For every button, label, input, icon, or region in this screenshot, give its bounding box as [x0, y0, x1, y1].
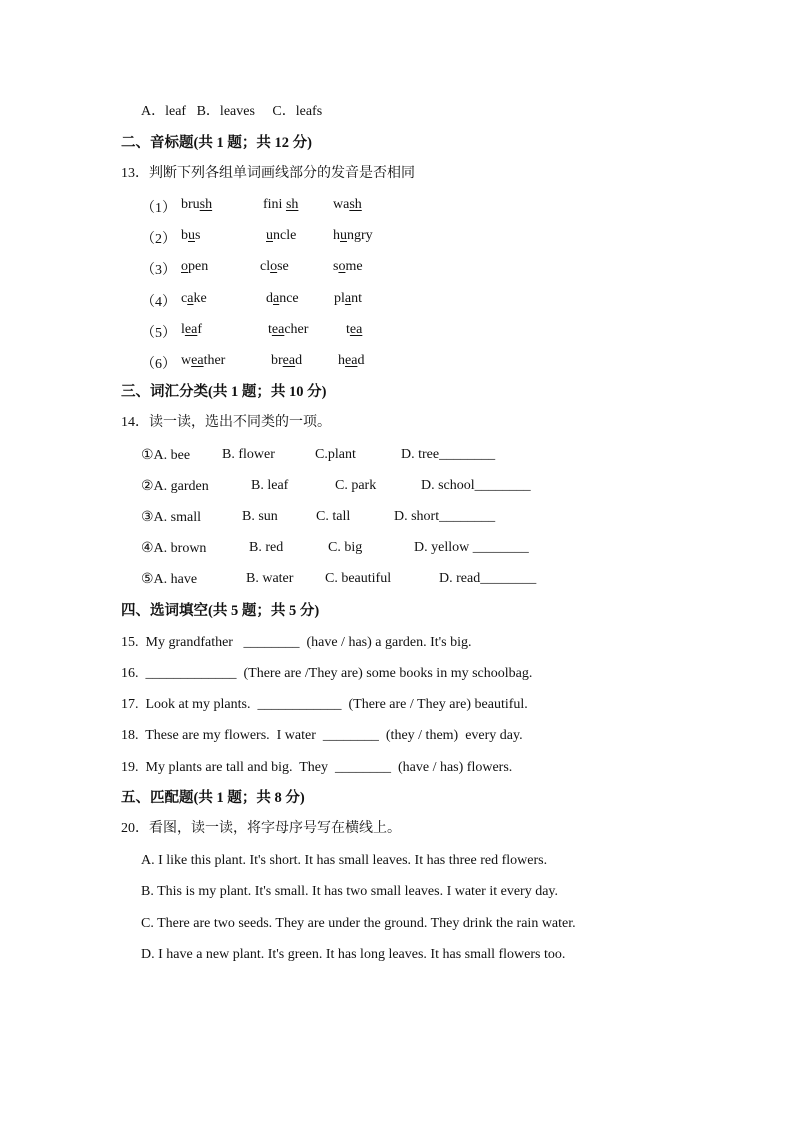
- underlined-letters: u: [188, 228, 195, 243]
- q13-word: close: [260, 259, 289, 274]
- q13-word: bread: [271, 353, 303, 368]
- q20-item-a: A. I like this plant. It's short. It has small leaves. It has three red flowers.: [141, 853, 548, 868]
- underlined-letters: ea: [282, 353, 296, 368]
- q13-word: cake: [181, 291, 207, 306]
- underlined-letters: ea: [349, 322, 363, 337]
- q14-option-d: D. tree________: [401, 447, 496, 462]
- q14-option-b: B. leaf: [251, 478, 289, 493]
- q14-option-c: C. tall: [316, 509, 351, 524]
- q13-word: plant: [334, 291, 362, 306]
- q14-option-a: ③A. small: [141, 510, 201, 525]
- underlined-letters: ea: [191, 353, 204, 368]
- q14-prompt: 14．读一读，选出不同类的一项。: [121, 415, 331, 430]
- q20-item-d: D. I have a new plant. It's green. It has long leaves. It has small flowers too.: [141, 947, 566, 962]
- underlined-letters: ea: [271, 322, 285, 337]
- q13-row-number: （4）: [141, 295, 176, 310]
- q14-option-d: D. yellow ________: [414, 540, 529, 555]
- underlined-letters: o: [181, 259, 188, 274]
- underlined-letters: ea: [184, 322, 198, 337]
- q13-row-number: （3）: [141, 263, 176, 278]
- q13-word: open: [181, 259, 209, 274]
- underlined-letters: o: [338, 259, 346, 274]
- underlined-letters: a: [273, 291, 280, 306]
- q13-word: leaf: [181, 322, 202, 337]
- underlined-letters: u: [266, 228, 273, 243]
- q13-prompt: 13．判断下列各组单词画线部分的发音是否相同: [121, 166, 415, 181]
- underlined-letters: sh: [349, 197, 362, 212]
- section-3-heading: 三、词汇分类(共 1 题；共 10 分): [121, 384, 327, 400]
- q14-option-b: B. water: [246, 571, 294, 586]
- q14-option-b: B. sun: [242, 509, 278, 524]
- underlined-letters: o: [270, 259, 278, 274]
- q14-option-c: C.plant: [315, 447, 356, 462]
- section-4-heading: 四、选词填空(共 5 题；共 5 分): [121, 603, 320, 619]
- q14-option-c: C. park: [335, 478, 377, 493]
- underlined-letters: a: [187, 291, 194, 306]
- q14-option-c: C. big: [328, 540, 363, 555]
- q14-option-d: D. school________: [421, 478, 531, 493]
- q13-word: some: [333, 259, 363, 274]
- q13-row-number: （2）: [141, 232, 176, 247]
- q13-word: uncle: [266, 228, 297, 243]
- underlined-letters: sh: [199, 197, 213, 212]
- q13-word: weather: [181, 353, 226, 368]
- section-5-heading: 五、匹配题(共 1 题；共 8 分): [121, 790, 305, 806]
- q13-word: dance: [266, 291, 299, 306]
- q13-word: bus: [181, 228, 201, 243]
- underlined-letters: sh: [285, 197, 299, 212]
- section-2-heading: 二、音标题(共 1 题；共 12 分): [121, 135, 312, 151]
- q14-option-c: C. beautiful: [325, 571, 392, 586]
- q13-word: tea: [346, 322, 363, 337]
- q14-option-a: ②A. garden: [141, 479, 209, 494]
- q14-option-d: D. short________: [394, 509, 496, 524]
- q20-item-c: C. There are two seeds. They are under the ground. They drink the rain water.: [141, 916, 576, 931]
- q19-line: 19. My plants are tall and big. They ________ (have / has) flowers.: [121, 760, 513, 775]
- q14-option-d: D. read________: [439, 571, 537, 586]
- q20-item-b: B. This is my plant. It's small. It has two small leaves. I water it every day.: [141, 884, 558, 899]
- underlined-letters: a: [344, 291, 352, 306]
- q14-option-b: B. flower: [222, 447, 275, 462]
- q16-line: 16. _____________ (There are /They are) some books in my schoolbag.: [121, 666, 533, 681]
- q13-word: brush: [181, 197, 213, 212]
- q14-option-a: ④A. brown: [141, 541, 207, 556]
- q13-row-number: （6）: [141, 357, 176, 372]
- underlined-letters: u: [340, 228, 347, 243]
- q13-word: head: [338, 353, 365, 368]
- q15-line: 15. My grandfather ________ (have / has) a garden. It's big.: [121, 635, 472, 650]
- q13-word: hungry: [333, 228, 373, 243]
- q14-option-a: ⑤A. have: [141, 572, 198, 587]
- q13-word: teacher: [268, 322, 309, 337]
- q20-prompt: 20．看图，读一读，将字母序号写在横线上。: [121, 821, 401, 836]
- underlined-letters: ea: [345, 353, 358, 368]
- q18-line: 18. These are my flowers. I water ________ (they / them) every day.: [121, 728, 523, 743]
- q12-options: A．leaf B．leaves C．leafs: [141, 104, 323, 119]
- q17-line: 17. Look at my plants. ____________ (There are / They are) beautiful.: [121, 697, 528, 712]
- q13-word: fini sh: [263, 197, 299, 212]
- q14-option-a: ①A. bee: [141, 448, 191, 463]
- q14-option-b: B. red: [249, 540, 284, 555]
- q13-word: wash: [333, 197, 362, 212]
- q13-row-number: （5）: [141, 326, 176, 341]
- q13-row-number: （1）: [141, 201, 176, 216]
